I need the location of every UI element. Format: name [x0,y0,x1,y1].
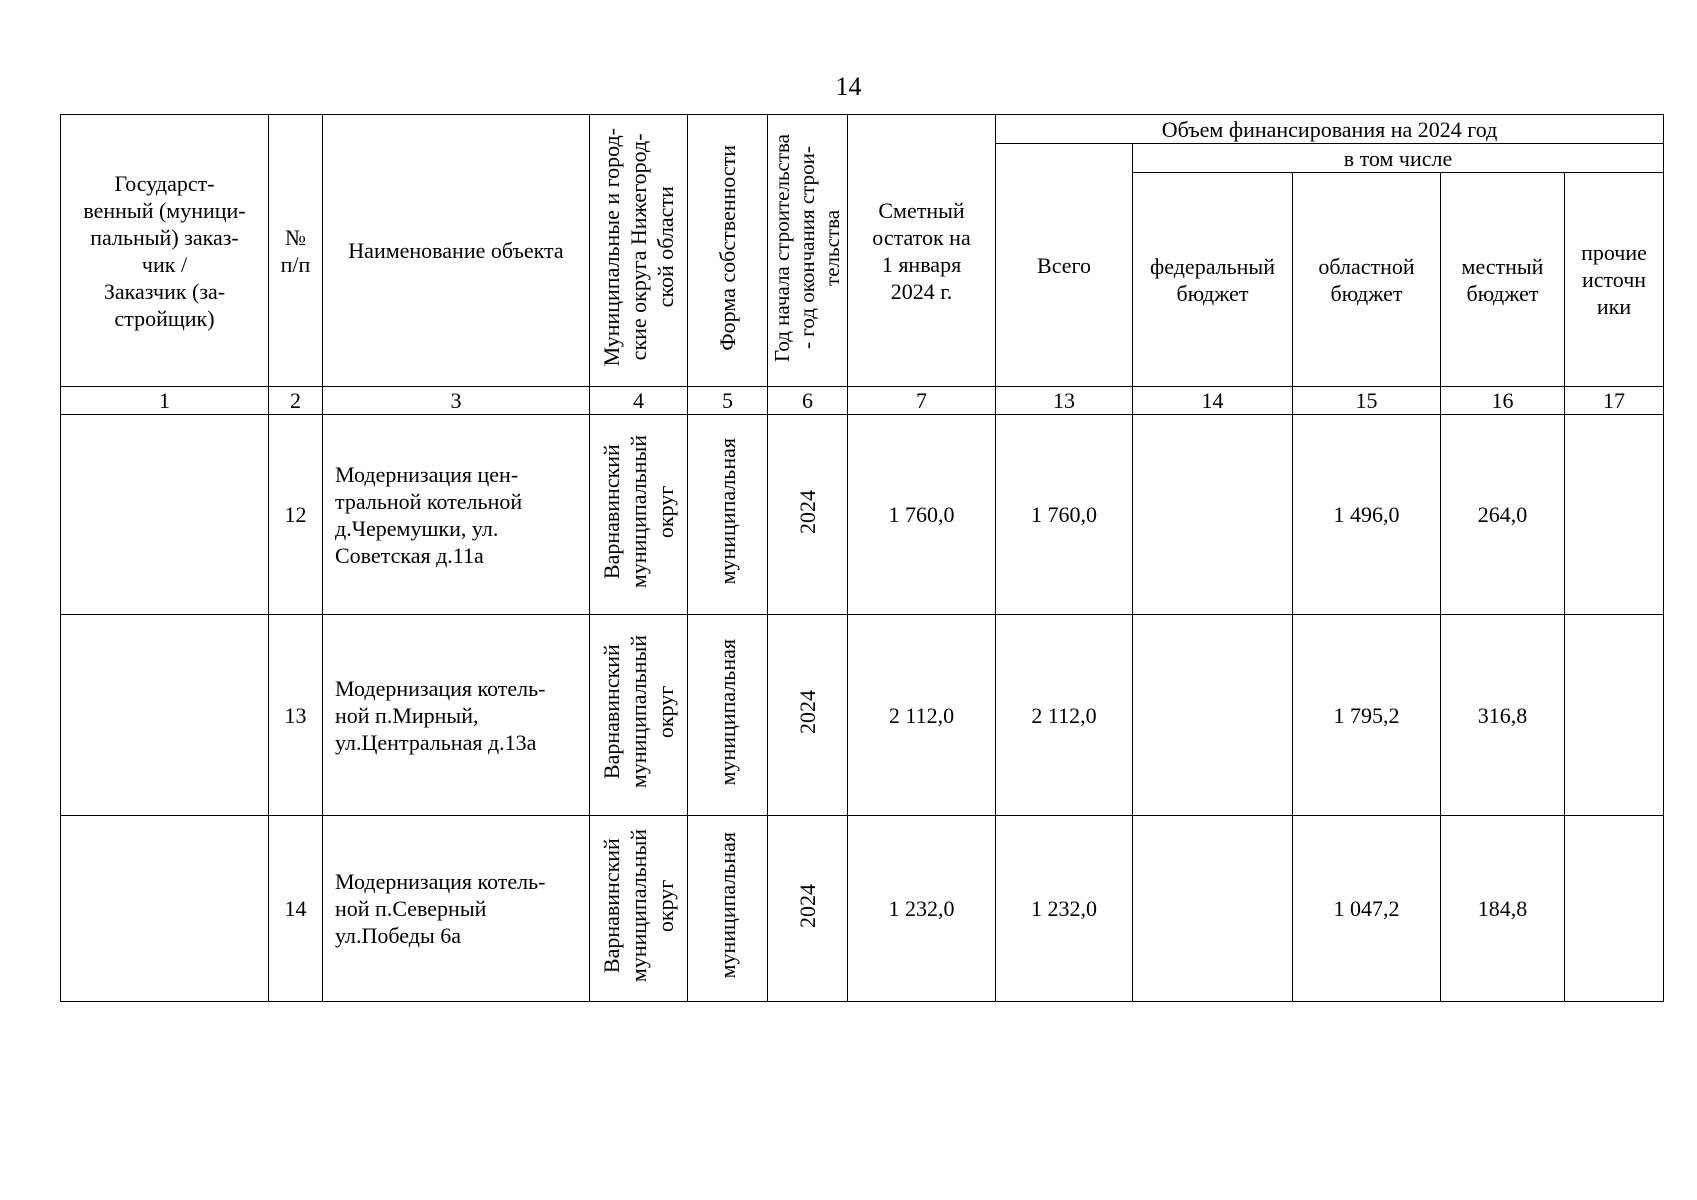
column-number: 16 [1441,387,1565,415]
table-row [61,615,1664,816]
cell-regional: 1 047,2 [1293,816,1441,1002]
cell-regional: 1 795,2 [1293,615,1441,816]
header-funding-group: Объем финансирования на 2024 год [996,115,1664,144]
column-number: 3 [323,387,590,415]
cell-ownership: муниципальная [688,415,768,615]
cell-customer [61,615,269,816]
header-federal: федеральный бюджет [1133,173,1293,387]
cell-regional: 1 496,0 [1293,415,1441,615]
table-row [61,816,1664,1002]
cell-ownership: муниципальная [688,615,768,816]
column-number: 1 [61,387,269,415]
column-number: 2 [269,387,323,415]
column-number: 17 [1565,387,1664,415]
column-number: 6 [768,387,848,415]
header-years: Год начала строительства - год окончания строи- тельства [768,115,848,387]
cell-municipality: Варнавинский муниципальный округ [590,415,688,615]
column-number: 4 [590,387,688,415]
column-number: 15 [1293,387,1441,415]
cell-municipality: Варнавинский муниципальный округ [590,615,688,816]
column-number: 7 [848,387,996,415]
cell-estimate: 2 112,0 [848,615,996,816]
header-object-name: Наименование объекта [323,115,590,387]
cell-federal [1133,816,1293,1002]
cell-estimate: 1 760,0 [848,415,996,615]
cell-total: 1 232,0 [996,816,1133,1002]
cell-other [1565,415,1664,615]
cell-number: 12 [269,415,323,615]
column-number: 13 [996,387,1133,415]
header-ownership: Форма собственности [688,115,768,387]
cell-local: 184,8 [1441,816,1565,1002]
header-other: прочие источн ики [1565,173,1664,387]
header-regional: областной бюджет [1293,173,1441,387]
column-numbers-row [61,387,1664,415]
header-customer: Государст- венный (муници- пальный) заказ- чик / Заказчик (за- стройщик) [61,115,269,387]
header-number: № п/п [269,115,323,387]
cell-other [1565,816,1664,1002]
header-local: местный бюджет [1441,173,1565,387]
cell-local: 264,0 [1441,415,1565,615]
cell-years: 2024 [768,615,848,816]
cell-federal [1133,615,1293,816]
cell-object-name: Модернизация котель- ной п.Северный ул.Победы 6а [323,816,590,1002]
cell-years: 2024 [768,816,848,1002]
cell-other [1565,615,1664,816]
cell-number: 13 [269,615,323,816]
table-row [61,415,1664,615]
financing-table [60,114,1664,1002]
cell-object-name: Модернизация цен- тральной котельной д.Черемушки, ул. Советская д.11а [323,415,590,615]
cell-customer [61,816,269,1002]
cell-federal [1133,415,1293,615]
header-estimate: Сметный остаток на 1 января 2024 г. [848,115,996,387]
page-number: 14 [835,72,862,101]
column-number: 14 [1133,387,1293,415]
cell-estimate: 1 232,0 [848,816,996,1002]
cell-local: 316,8 [1441,615,1565,816]
cell-total: 2 112,0 [996,615,1133,816]
header-municipality: Муниципальные и город- ские округа Нижегород- ской области [590,115,688,387]
cell-total: 1 760,0 [996,415,1133,615]
header-including: в том числе [1133,144,1664,173]
cell-number: 14 [269,816,323,1002]
column-number: 5 [688,387,768,415]
cell-municipality: Варнавинский муниципальный округ [590,816,688,1002]
cell-ownership: муниципальная [688,816,768,1002]
cell-object-name: Модернизация котель- ной п.Мирный, ул.Центральная д.13а [323,615,590,816]
header-total: Всего [996,144,1133,387]
cell-years: 2024 [768,415,848,615]
cell-customer [61,415,269,615]
